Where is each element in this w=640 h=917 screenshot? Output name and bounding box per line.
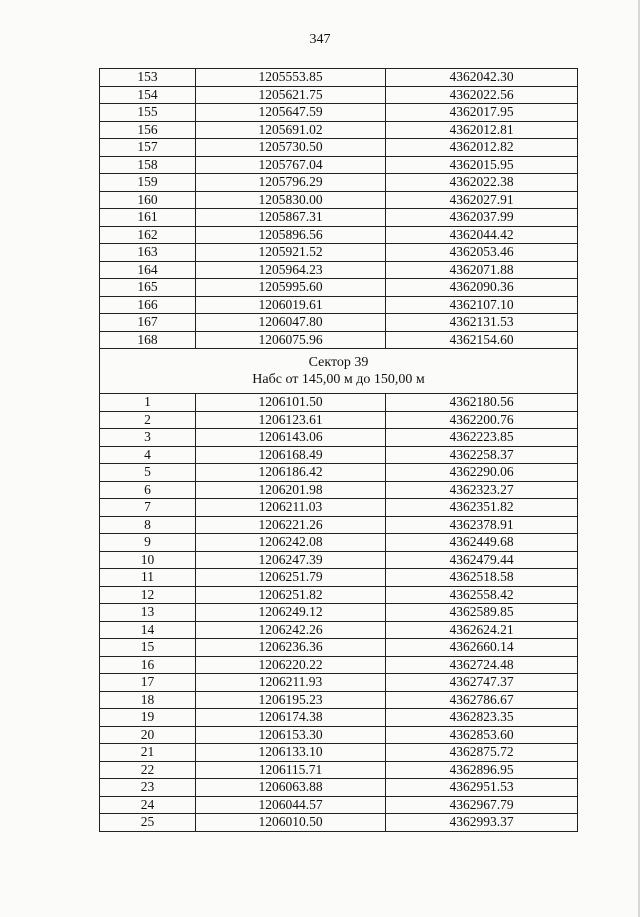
x-coordinate-cell: 1206153.30 xyxy=(196,726,386,744)
x-coordinate-cell: 1206047.80 xyxy=(196,314,386,332)
point-number-cell: 1 xyxy=(100,394,196,412)
point-number-cell: 154 xyxy=(100,86,196,104)
table-row xyxy=(100,621,578,639)
table-row xyxy=(100,394,578,412)
y-coordinate-cell: 4362589.85 xyxy=(386,604,578,622)
y-coordinate-cell: 4362624.21 xyxy=(386,621,578,639)
table-row xyxy=(100,674,578,692)
x-coordinate-cell: 1205767.04 xyxy=(196,156,386,174)
table-row xyxy=(100,464,578,482)
table-row xyxy=(100,226,578,244)
table-row xyxy=(100,121,578,139)
x-coordinate-cell: 1205921.52 xyxy=(196,244,386,262)
x-coordinate-cell: 1205553.85 xyxy=(196,69,386,87)
x-coordinate-cell: 1206123.61 xyxy=(196,411,386,429)
table-body-after xyxy=(100,394,578,832)
x-coordinate-cell: 1205830.00 xyxy=(196,191,386,209)
table-row xyxy=(100,174,578,192)
point-number-cell: 2 xyxy=(100,411,196,429)
table-row xyxy=(100,779,578,797)
x-coordinate-cell: 1206195.23 xyxy=(196,691,386,709)
section-title: Сектор 39 xyxy=(308,355,369,370)
x-coordinate-cell: 1205730.50 xyxy=(196,139,386,157)
x-coordinate-cell: 1206186.42 xyxy=(196,464,386,482)
x-coordinate-cell: 1206236.36 xyxy=(196,639,386,657)
y-coordinate-cell: 4362875.72 xyxy=(386,744,578,762)
table-row xyxy=(100,446,578,464)
table-row xyxy=(100,279,578,297)
table-row xyxy=(100,761,578,779)
table-row xyxy=(100,411,578,429)
x-coordinate-cell: 1206019.61 xyxy=(196,296,386,314)
y-coordinate-cell: 4362071.88 xyxy=(386,261,578,279)
table-row xyxy=(100,86,578,104)
table-row xyxy=(100,709,578,727)
x-coordinate-cell: 1205867.31 xyxy=(196,209,386,227)
point-number-cell: 7 xyxy=(100,499,196,517)
y-coordinate-cell: 4362044.42 xyxy=(386,226,578,244)
point-number-cell: 19 xyxy=(100,709,196,727)
table-row xyxy=(100,139,578,157)
table-row xyxy=(100,639,578,657)
point-number-cell: 9 xyxy=(100,534,196,552)
x-coordinate-cell: 1206143.06 xyxy=(196,429,386,447)
y-coordinate-cell: 4362479.44 xyxy=(386,551,578,569)
y-coordinate-cell: 4362180.56 xyxy=(386,394,578,412)
point-number-cell: 5 xyxy=(100,464,196,482)
table-row xyxy=(100,296,578,314)
point-number-cell: 166 xyxy=(100,296,196,314)
y-coordinate-cell: 4362223.85 xyxy=(386,429,578,447)
y-coordinate-cell: 4362449.68 xyxy=(386,534,578,552)
point-number-cell: 20 xyxy=(100,726,196,744)
x-coordinate-cell: 1206249.12 xyxy=(196,604,386,622)
y-coordinate-cell: 4362200.76 xyxy=(386,411,578,429)
table-row xyxy=(100,744,578,762)
table-row xyxy=(100,261,578,279)
x-coordinate-cell: 1205796.29 xyxy=(196,174,386,192)
table-row xyxy=(100,516,578,534)
point-number-cell: 156 xyxy=(100,121,196,139)
x-coordinate-cell: 1206251.82 xyxy=(196,586,386,604)
x-coordinate-cell: 1206221.26 xyxy=(196,516,386,534)
point-number-cell: 168 xyxy=(100,331,196,349)
y-coordinate-cell: 4362747.37 xyxy=(386,674,578,692)
point-number-cell: 153 xyxy=(100,69,196,87)
point-number-cell: 13 xyxy=(100,604,196,622)
point-number-cell: 159 xyxy=(100,174,196,192)
y-coordinate-cell: 4362131.53 xyxy=(386,314,578,332)
x-coordinate-cell: 1206251.79 xyxy=(196,569,386,587)
section-row xyxy=(100,349,578,394)
y-coordinate-cell: 4362107.10 xyxy=(386,296,578,314)
y-coordinate-cell: 4362378.91 xyxy=(386,516,578,534)
table-row xyxy=(100,534,578,552)
table-row xyxy=(100,499,578,517)
table-row xyxy=(100,814,578,832)
y-coordinate-cell: 4362017.95 xyxy=(386,104,578,122)
coordinates-table xyxy=(99,68,578,832)
x-coordinate-cell: 1205647.59 xyxy=(196,104,386,122)
page-number: 347 xyxy=(309,32,331,47)
point-number-cell: 163 xyxy=(100,244,196,262)
x-coordinate-cell: 1205964.23 xyxy=(196,261,386,279)
point-number-cell: 16 xyxy=(100,656,196,674)
point-number-cell: 160 xyxy=(100,191,196,209)
table-row xyxy=(100,314,578,332)
point-number-cell: 21 xyxy=(100,744,196,762)
y-coordinate-cell: 4362022.56 xyxy=(386,86,578,104)
x-coordinate-cell: 1206010.50 xyxy=(196,814,386,832)
y-coordinate-cell: 4362090.36 xyxy=(386,279,578,297)
y-coordinate-cell: 4362853.60 xyxy=(386,726,578,744)
table-row xyxy=(100,156,578,174)
table-row xyxy=(100,481,578,499)
point-number-cell: 17 xyxy=(100,674,196,692)
point-number-cell: 25 xyxy=(100,814,196,832)
point-number-cell: 157 xyxy=(100,139,196,157)
y-coordinate-cell: 4362724.48 xyxy=(386,656,578,674)
point-number-cell: 14 xyxy=(100,621,196,639)
x-coordinate-cell: 1206247.39 xyxy=(196,551,386,569)
x-coordinate-cell: 1206201.98 xyxy=(196,481,386,499)
table-row xyxy=(100,191,578,209)
y-coordinate-cell: 4362786.67 xyxy=(386,691,578,709)
point-number-cell: 22 xyxy=(100,761,196,779)
table-row xyxy=(100,604,578,622)
point-number-cell: 6 xyxy=(100,481,196,499)
table-row xyxy=(100,551,578,569)
x-coordinate-cell: 1206063.88 xyxy=(196,779,386,797)
section-subtitle: Набс от 145,00 м до 150,00 м xyxy=(252,372,425,387)
x-coordinate-cell: 1205691.02 xyxy=(196,121,386,139)
y-coordinate-cell: 4362022.38 xyxy=(386,174,578,192)
table-row xyxy=(100,586,578,604)
x-coordinate-cell: 1206211.03 xyxy=(196,499,386,517)
y-coordinate-cell: 4362015.95 xyxy=(386,156,578,174)
x-coordinate-cell: 1206211.93 xyxy=(196,674,386,692)
y-coordinate-cell: 4362518.58 xyxy=(386,569,578,587)
point-number-cell: 11 xyxy=(100,569,196,587)
table-row xyxy=(100,691,578,709)
table-row xyxy=(100,726,578,744)
table-row xyxy=(100,656,578,674)
x-coordinate-cell: 1205621.75 xyxy=(196,86,386,104)
point-number-cell: 15 xyxy=(100,639,196,657)
point-number-cell: 3 xyxy=(100,429,196,447)
y-coordinate-cell: 4362042.30 xyxy=(386,69,578,87)
y-coordinate-cell: 4362823.35 xyxy=(386,709,578,727)
y-coordinate-cell: 4362558.42 xyxy=(386,586,578,604)
y-coordinate-cell: 4362290.06 xyxy=(386,464,578,482)
y-coordinate-cell: 4362967.79 xyxy=(386,796,578,814)
x-coordinate-cell: 1206044.57 xyxy=(196,796,386,814)
point-number-cell: 158 xyxy=(100,156,196,174)
table-row xyxy=(100,429,578,447)
table-row xyxy=(100,104,578,122)
point-number-cell: 8 xyxy=(100,516,196,534)
point-number-cell: 167 xyxy=(100,314,196,332)
point-number-cell: 164 xyxy=(100,261,196,279)
point-number-cell: 165 xyxy=(100,279,196,297)
x-coordinate-cell: 1205896.56 xyxy=(196,226,386,244)
x-coordinate-cell: 1206168.49 xyxy=(196,446,386,464)
x-coordinate-cell: 1206101.50 xyxy=(196,394,386,412)
section-header xyxy=(100,349,578,394)
table-body-before xyxy=(100,69,578,349)
y-coordinate-cell: 4362660.14 xyxy=(386,639,578,657)
x-coordinate-cell: 1206075.96 xyxy=(196,331,386,349)
y-coordinate-cell: 4362323.27 xyxy=(386,481,578,499)
y-coordinate-cell: 4362351.82 xyxy=(386,499,578,517)
table-row xyxy=(100,796,578,814)
point-number-cell: 161 xyxy=(100,209,196,227)
x-coordinate-cell: 1205995.60 xyxy=(196,279,386,297)
point-number-cell: 4 xyxy=(100,446,196,464)
y-coordinate-cell: 4362027.91 xyxy=(386,191,578,209)
y-coordinate-cell: 4362896.95 xyxy=(386,761,578,779)
x-coordinate-cell: 1206174.38 xyxy=(196,709,386,727)
table-row xyxy=(100,244,578,262)
y-coordinate-cell: 4362037.99 xyxy=(386,209,578,227)
point-number-cell: 18 xyxy=(100,691,196,709)
x-coordinate-cell: 1206242.08 xyxy=(196,534,386,552)
y-coordinate-cell: 4362053.46 xyxy=(386,244,578,262)
point-number-cell: 10 xyxy=(100,551,196,569)
y-coordinate-cell: 4362154.60 xyxy=(386,331,578,349)
x-coordinate-cell: 1206242.26 xyxy=(196,621,386,639)
point-number-cell: 162 xyxy=(100,226,196,244)
section-cell xyxy=(100,349,578,394)
table-row xyxy=(100,331,578,349)
point-number-cell: 12 xyxy=(100,586,196,604)
point-number-cell: 155 xyxy=(100,104,196,122)
y-coordinate-cell: 4362012.82 xyxy=(386,139,578,157)
x-coordinate-cell: 1206220.22 xyxy=(196,656,386,674)
y-coordinate-cell: 4362258.37 xyxy=(386,446,578,464)
y-coordinate-cell: 4362993.37 xyxy=(386,814,578,832)
x-coordinate-cell: 1206133.10 xyxy=(196,744,386,762)
y-coordinate-cell: 4362951.53 xyxy=(386,779,578,797)
x-coordinate-cell: 1206115.71 xyxy=(196,761,386,779)
point-number-cell: 23 xyxy=(100,779,196,797)
y-coordinate-cell: 4362012.81 xyxy=(386,121,578,139)
point-number-cell: 24 xyxy=(100,796,196,814)
table-row xyxy=(100,69,578,87)
table-row xyxy=(100,209,578,227)
table-row xyxy=(100,569,578,587)
